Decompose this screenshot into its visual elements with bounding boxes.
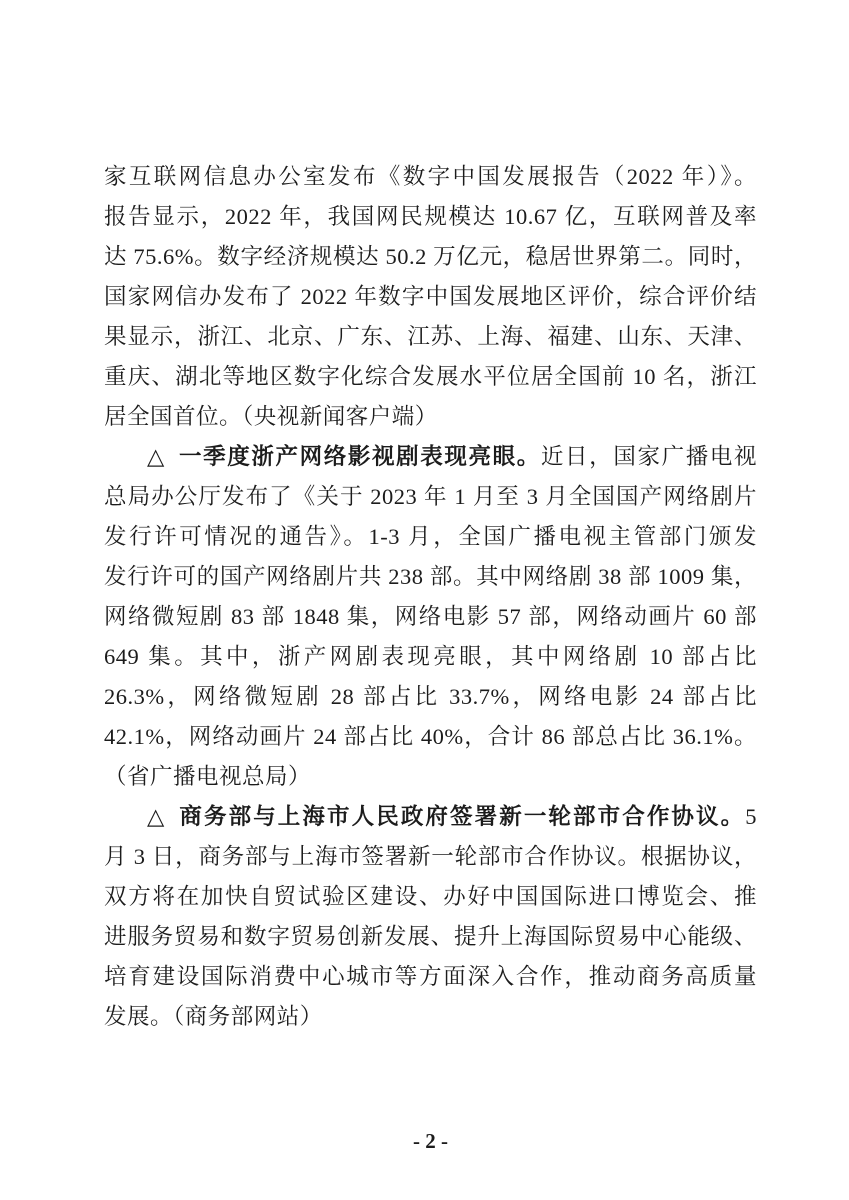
item-heading-line [104,437,757,477]
text-line: 双方将在加快自贸试验区建设、办好中国国际进口博览会、推 [104,884,757,909]
text-line: 重庆、湖北等地区数字化综合发展水平位居全国前 10 名，浙江 [104,364,757,389]
text-line: 果显示，浙江、北京、广东、江苏、上海、福建、山东、天津、 [104,324,757,349]
text-line: 网络微短剧 83 部 1848 集，网络电影 57 部，网络动画片 60 部 [104,604,757,629]
text-line: 国家网信办发布了 2022 年数字中国发展地区评价，综合评价结 [104,284,757,309]
text-line: 26.3%，网络微短剧 28 部占比 33.7%，网络电影 24 部占比 [104,684,757,709]
text-line: 培育建设国际消费中心城市等方面深入合作，推动商务高质量 [104,964,757,989]
text-line: 发行许可的国产网络剧片共 238 部。其中网络剧 38 部 1009 集， [104,564,757,589]
text-line: 月 3 日，商务部与上海市签署新一轮部市合作协议。根据协议， [104,844,757,869]
text-line: 42.1%，网络动画片 24 部占比 40%，合计 86 部总占比 36.1%。 [104,724,757,749]
triangle-bullet-icon: △ [147,444,166,469]
text-line: 发行许可情况的通告》。1-3 月，全国广播电视主管部门颁发 [104,524,757,549]
item-heading-tail: 5 [745,804,757,829]
triangle-bullet-icon: △ [147,804,167,829]
item-heading-line [104,797,757,837]
text-line: （省广播电视总局） [104,764,312,789]
text-line: 649 集。其中，浙产网剧表现亮眼，其中网络剧 10 部占比 [104,644,757,669]
text-line: 总局办公厅发布了《关于 2023 年 1 月至 3 月全国国产网络剧片 [104,484,757,509]
page-body [104,157,757,1037]
text-line: 居全国首位。（央视新闻客户端） [104,404,438,429]
text-line: 家互联网信息办公室发布《数字中国发展报告（2022 年）》。 [104,164,757,189]
text-line: 发展。（商务部网站） [104,1004,323,1029]
item-heading-tail: 近日，国家广播电视 [540,444,757,469]
page-number: - 2 - [413,1129,448,1153]
text-line: 报告显示，2022 年，我国网民规模达 10.67 亿，互联网普及率 [104,204,757,229]
item-heading: 商务部与上海市人民政府签署新一轮部市合作协议。 [179,804,746,829]
item-heading: 一季度浙产网络影视剧表现亮眼。 [178,444,541,469]
text-line: 进服务贸易和数字贸易创新发展、提升上海国际贸易中心能级、 [104,924,757,949]
text-line: 达 75.6%。数字经济规模达 50.2 万亿元，稳居世界第二。同时， [104,244,757,269]
